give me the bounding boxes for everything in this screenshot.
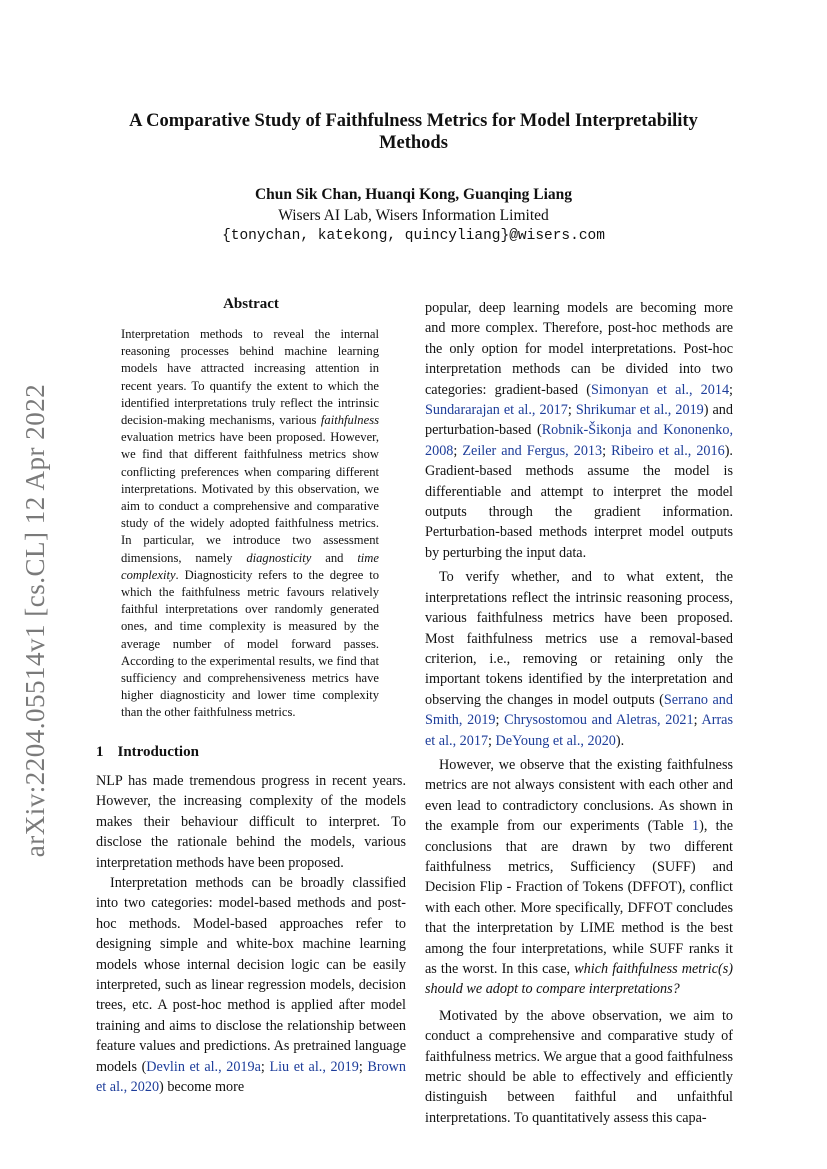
paragraph: NLP has made tremendous progress in recent years. However, the increasing complexity of the models makes their behaviour difficult to interpret. To disclose the rationale behind the models, various interpretation methods have been proposed. (96, 773, 406, 871)
paragraph-text: ) become more (159, 1079, 245, 1096)
citation-link[interactable]: Chrysostomou and Aletras, 2021 (504, 712, 694, 729)
abstract-emphasis: diagnosticity (246, 550, 312, 565)
paragraph (425, 755, 733, 1000)
left-column-body (96, 771, 406, 1098)
citation-link[interactable]: Sundararajan et al., 2017 (425, 402, 568, 419)
citation-link[interactable]: Serrano and Smith, 2019 (425, 691, 733, 729)
paragraph (96, 873, 406, 1097)
table-reference-link[interactable]: 1 (692, 818, 700, 835)
citation-link[interactable]: Robnik-Šikonja and Kononenko, 2008 (425, 422, 733, 459)
abstract-emphasis: time complexity (121, 550, 379, 582)
title-line-2: Methods (379, 133, 448, 153)
author-names: Chun Sik Chan, Huanqi Kong, Guanqing Liang (254, 186, 573, 203)
separator: ; (260, 1058, 270, 1075)
paragraph-text: ) and perturbation-based ( (425, 402, 733, 439)
abstract-heading: Abstract (223, 296, 279, 312)
abstract-text: evaluation metrics have been proposed. However, we find that different faithfulness metrics show conflicting preferences when comparing different interpretations. Motivated by this observation, we aim to conduct a comprehensive and comparative study of the widely adopted faithfulness metrics. In particular, we introduce two assessment dimensions, namely (121, 430, 379, 565)
paragraph (425, 567, 733, 751)
citation-link[interactable]: Simonyan et al., 2014 (591, 381, 730, 398)
affiliation: Wisers AI Lab, Wisers Information Limited (278, 207, 549, 224)
arxiv-identifier: arXiv:2204.05514v1 [cs.CL] 12 Apr 2022 (20, 383, 51, 857)
author-emails: {tonychan, katekong, quincyliang}@wisers.com (222, 228, 605, 244)
citation-link[interactable]: Ribeiro et al., 2016 (611, 442, 725, 459)
section-heading-introduction (96, 744, 199, 761)
citation-link[interactable]: Zeiler and Fergus, 2013 (462, 442, 603, 459)
abstract-text: Interpretation methods to reveal the internal reasoning processes behind machine learning models have attracted increasing attention in recent years. To quantify the extent to which the identified interpretations truly reflect the intrinsic decision-making mechanisms, various (121, 327, 379, 428)
title-line-1: A Comparative Study of Faithfulness Metrics for Model Interpretability (129, 111, 698, 131)
section-title: Introduction (117, 744, 199, 760)
paragraph-text: However, we observe that the existing faithfulness metrics are not always consistent with each other and even lead to contradictory conclusions. As shown in the example from our experiments (Table (425, 756, 733, 835)
citation-link[interactable]: Arras et al., 2017 (425, 712, 733, 749)
author-block (90, 184, 737, 247)
separator: ; (495, 712, 505, 729)
paragraph (425, 298, 733, 563)
paragraph-text: ). (615, 732, 625, 749)
citation-link[interactable]: Shrikumar et al., 2019 (575, 402, 704, 419)
abstract-emphasis: faithfulness (320, 413, 379, 428)
separator: ; (358, 1058, 368, 1075)
abstract-text: . Diagnosticity refers to the degree to which the faithfulness metric favours relatively faithful interpretations over randomly generated ones, and time complexity is measured by the average number of model forward passes. According to the experimental results, we find that sufficiency and comprehensiveness metrics have higher diagnosticity and lower time complexity than the other faithfulness metrics. (121, 567, 379, 720)
separator: ; (602, 442, 612, 459)
abstract-text: and (311, 550, 358, 565)
paper-title (90, 110, 737, 154)
paragraph-text: ). Gradient-based methods assume the model is differentiable and attempt to interpret the model outputs through the gradient information. Perturbation-based methods interpret model outputs by perturbing the input data. (425, 442, 733, 561)
citation-link[interactable]: Brown et al., 2020 (96, 1058, 406, 1096)
paragraph-emphasis: which faithfulness metric(s) should we adopt to compare interpretations? (425, 961, 733, 998)
section-number: 1 (96, 744, 104, 760)
separator: ; (488, 732, 496, 749)
paragraph-text: popular, deep learning models are becoming more and more complex. Therefore, post-hoc methods are the only option for model interpretations. Post-hoc interpretation methods can be divided into two categories: gradient-based ( (425, 300, 733, 398)
paragraph: Motivated by the above observation, we aim to conduct a comprehensive and comparative study of faithfulness metrics. We argue that a good faithfulness metric should be able to effectively and efficiently distinguish between faithful and unfaithful interpretations. To quantitatively assess this capa- (425, 1007, 734, 1126)
citation-link[interactable]: DeYoung et al., 2020 (495, 732, 616, 749)
citation-link[interactable]: Devlin et al., 2019a (146, 1058, 261, 1075)
paragraph-text: ), the conclusions that are drawn by two different faithfulness metrics, Sufficiency (SUFF) and Decision Flip - Fraction of Tokens (DFFOT), conflict with each other. More specifically, DFFOT concludes that the interpretation by LIME method is the best among the four interpretations, while SUFF ranks it as the worst. In this case, (425, 818, 733, 977)
right-column-body (425, 298, 733, 1128)
separator: ; (453, 442, 463, 459)
separator: ; (567, 402, 576, 419)
paragraph-text: To verify whether, and to what extent, the interpretations reflect the intrinsic reasoning process, various faithfulness metrics have been proposed. Most faithfulness metrics use a removal-based criterion, i.e., removing or retaining only the important tokens identified by the interpretation and observing the changes in model outputs ( (425, 569, 733, 708)
citation-link[interactable]: Liu et al., 2019 (269, 1058, 359, 1075)
arxiv-sidebar-stamp (6, 360, 66, 880)
abstract-body (121, 326, 379, 722)
separator: ; (729, 381, 733, 398)
paragraph-text: Interpretation methods can be broadly classified into two categories: model-based methods and post-hoc methods. Model-based approaches refer to designing simple and white-box machine learning models whose internal decision logic can be easily interpreted, such as linear regression models, decision trees, etc. A post-hoc method is applied after model training and aims to disclose the relationship between feature values and predictions. As pretrained language models ( (96, 875, 406, 1075)
separator: ; (693, 712, 702, 729)
